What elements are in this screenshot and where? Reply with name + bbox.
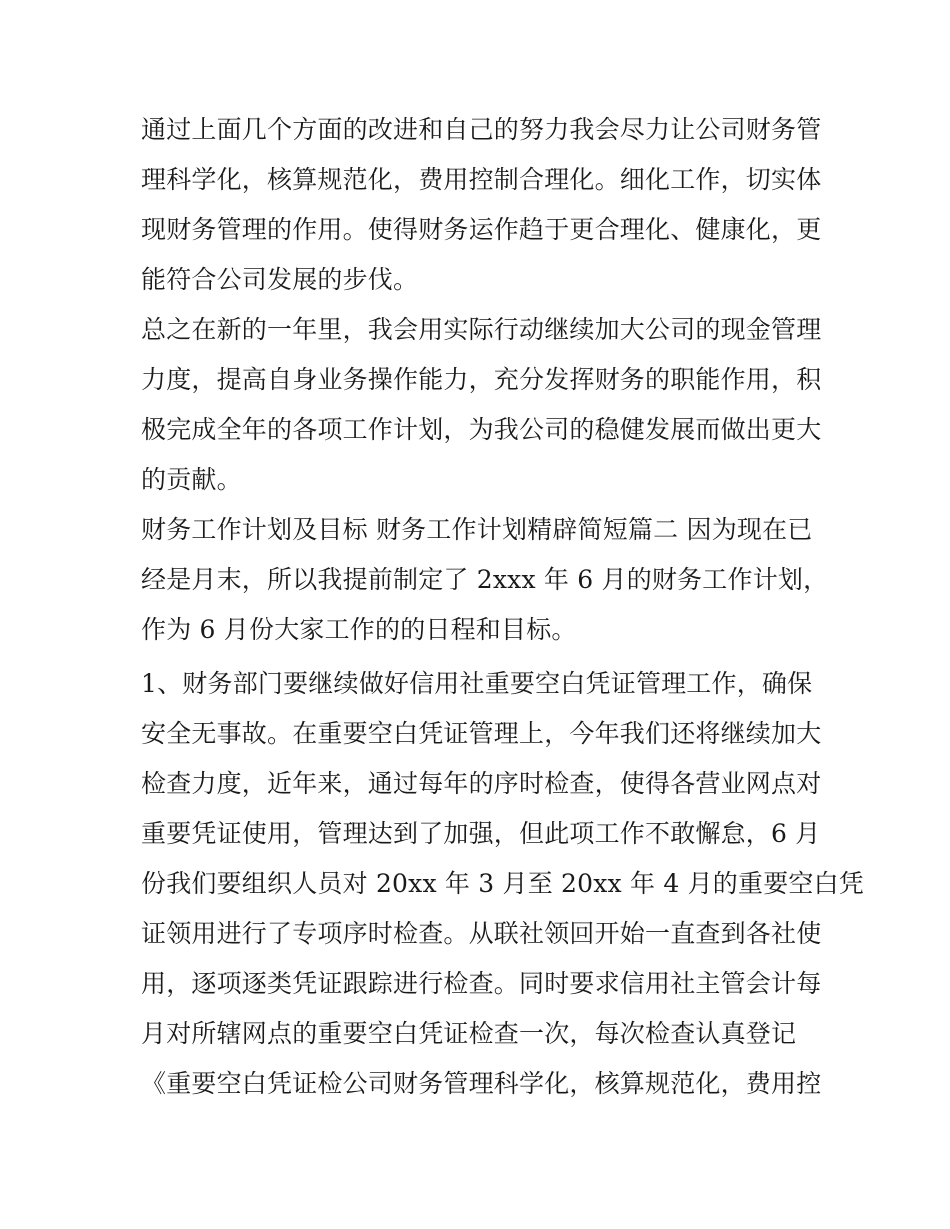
text-line-19: 月对所辖网点的重要空白凭证检查一次，每次检查认真登记 <box>141 1019 797 1048</box>
text-line-14: 检查力度，近年来，通过每年的序时检查，使得各营业网点对 <box>141 769 822 798</box>
text-line-16: 份我们要组织人员对 20xx 年 3 月至 20xx 年 4 月的重要空白凭 <box>141 869 865 898</box>
text-line-8: 的贡献。 <box>141 465 242 494</box>
text-line-13: 安全无事故。在重要空白凭证管理上，今年我们还将继续加大 <box>141 719 822 748</box>
text-line-6: 力度，提高自身业务操作能力，充分发挥财务的职能作用，积 <box>141 365 822 394</box>
text-line-9: 财务工作计划及目标 财务工作计划精辟简短篇二 因为现在已 <box>141 515 813 544</box>
text-line-2: 理科学化，核算规范化，费用控制合理化。细化工作，切实体 <box>141 165 822 194</box>
text-line-3: 现财务管理的作用。使得财务运作趋于更合理化、健康化，更 <box>141 215 822 244</box>
text-line-1: 通过上面几个方面的改进和自己的努力我会尽力让公司财务管 <box>141 115 822 144</box>
text-line-20: 《重要空白凭证检公司财务管理科学化，核算规范化，费用控 <box>141 1069 822 1098</box>
text-line-4: 能符合公司发展的步伐。 <box>141 265 419 294</box>
text-line-18: 用，逐项逐类凭证跟踪进行检查。同时要求信用社主管会计每 <box>141 969 822 998</box>
text-line-7: 极完成全年的各项工作计划，为我公司的稳健发展而做出更大 <box>141 415 822 444</box>
text-line-17: 证领用进行了专项序时检查。从联社领回开始一直查到各社使 <box>141 919 822 948</box>
text-line-15: 重要凭证使用，管理达到了加强，但此项工作不敢懈怠，6 月 <box>141 819 821 848</box>
text-line-5: 总之在新的一年里，我会用实际行动继续加大公司的现金管理 <box>141 315 822 344</box>
text-line-12: 1、财务部门要继续做好信用社重要空白凭证管理工作，确保 <box>141 669 813 698</box>
text-line-10: 经是月末，所以我提前制定了 2xxx 年 6 月的财务工作计划， <box>141 565 829 594</box>
text-line-11: 作为 6 月份大家工作的的日程和目标。 <box>141 615 577 644</box>
